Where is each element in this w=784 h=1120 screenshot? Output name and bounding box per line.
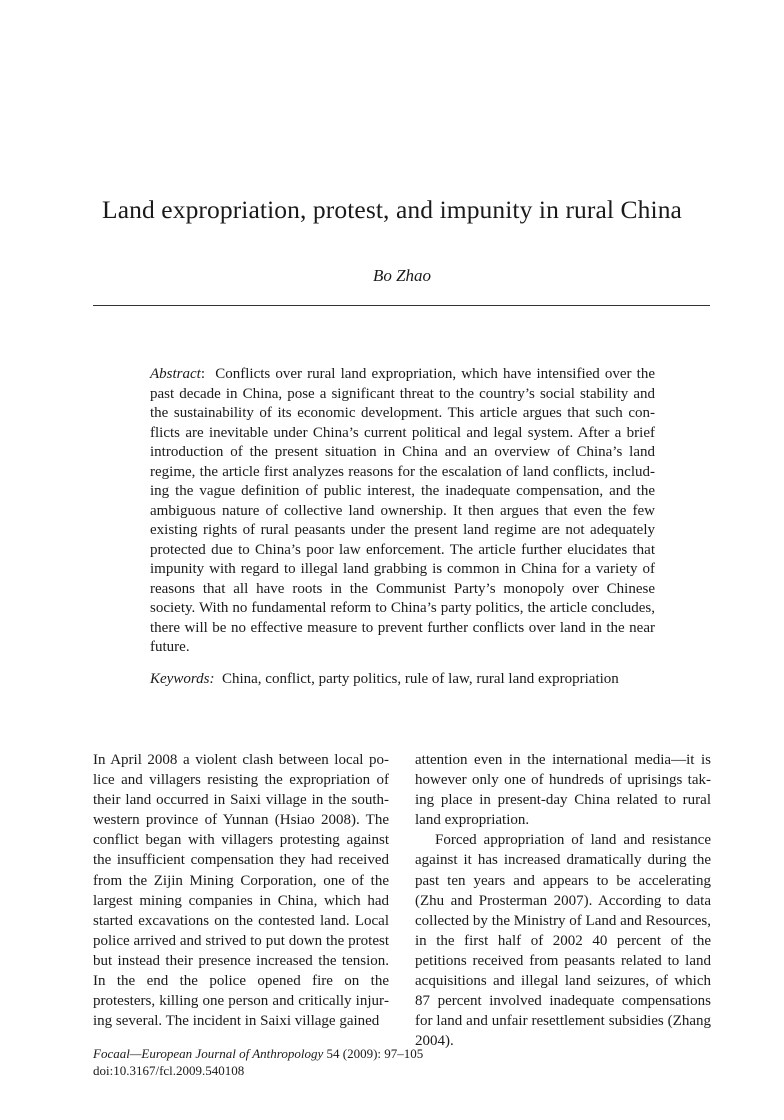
body-right-column: [415, 750, 711, 1051]
journal-name: Focaal—European Journal of Anthropology: [93, 1046, 324, 1061]
journal-issue: 54 (2009): 97–105: [323, 1046, 424, 1061]
author-name: Bo Zhao: [372, 266, 432, 285]
keywords-label: Keywords:: [150, 671, 215, 687]
keywords: [150, 670, 670, 690]
abstract: [150, 365, 655, 658]
body-left-column: [93, 750, 389, 1031]
title-divider: [93, 305, 710, 306]
abstract-text: Conflicts over rural land expropriation, which have intensified over the past decade in China, pose a significant threat to the country’s social stability and the sustainability of its economic development. This article argues that such conflicts are inevitable under China’s current political and legal system. After a brief introduction of the present situation in China and an overview of China’s land regime, the article first analyzes reasons for the escalation of land conflicts, including the vague definition of public interest, the inadequate compensation, and the ambiguous nature of collective land ownership. It then argues that even the few existing rights of rural peasants under the present land regime are not adequately protected due to China’s poor law enforcement. The article further elucidates that impunity with regard to illegal land grabbing is common in China for a variety of reasons that all have roots in the Communist Party’s monopoly over Chinese society. With no fundamental reform to China’s party politics, the article concludes, there will be no effective measure to prevent further conflicts over land in the near future.: [150, 366, 655, 655]
doi: doi:10.3167/fcl.2009.540108: [93, 1062, 245, 1078]
body-paragraph: In April 2008 a violent clash between local police and villagers resisting the expropriation of their land occurred in Saixi village in the southwestern province of Yunnan (Hsiao 2008). The conflict began with villagers protesting against the insufficient compensation they had received from the Zijin Mining Corporation, one of the largest mining companies in China, which had started excavations on the contested land. Local police arrived and strived to put down the protest but instead their presence increased the tension. In the end the police opened fire on the protesters, killing one person and critically injuring several. The incident in Saixi village gained: [93, 752, 389, 1030]
body-paragraph: attention even in the international media—it is however only one of hundreds of uprisings taking place in present-day China related to rural land expropriation.: [415, 752, 711, 829]
journal-citation: [93, 1046, 593, 1063]
abstract-label: Abstract: [150, 366, 201, 382]
keywords-text: China, conflict, party politics, rule of law, rural land expropriation: [214, 671, 619, 687]
citation-footer: [93, 1046, 593, 1079]
article-title: Land expropriation, protest, and impunity in rural China: [102, 195, 682, 224]
body-paragraph: Forced appropriation of land and resistance against it has increased dramatically during the past ten years and appears to be accelerating (Zhu and Prosterman 2007). According to data collected by the Ministry of Land and Resources, in the first half of 2002 40 percent of the petitions received from peasants related to land acquisitions and illegal land seizures, of which 87 percent involved inadequate compensations for land and unfair resettlement subsidies (Zhang 2004).: [415, 832, 711, 1050]
abstract-separator: :: [200, 366, 216, 382]
